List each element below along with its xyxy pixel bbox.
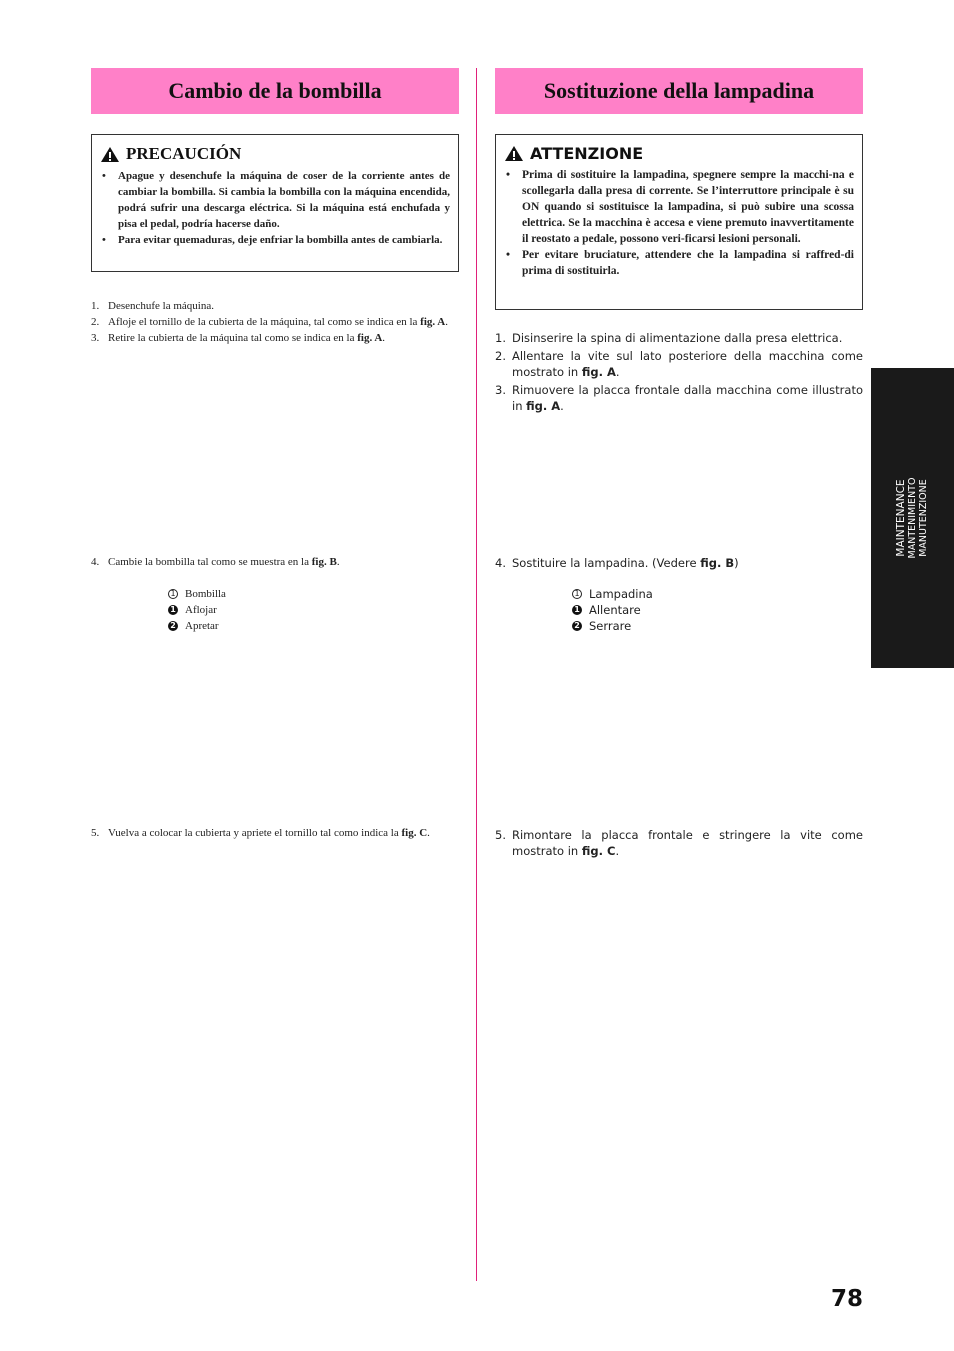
figure-ref: fig. C — [581, 844, 616, 858]
legend-label: Aflojar — [185, 604, 217, 616]
step-list-b — [495, 555, 863, 571]
step-text: Disinserire la spina di alimentazione dalla presa elettrica. — [512, 331, 843, 345]
parts-legend — [572, 586, 653, 634]
step-number: 1. — [91, 300, 100, 312]
step-text: Rimontare la placca frontale e stringere la vite come mostrato in — [512, 828, 863, 858]
step-text-end: . — [336, 556, 340, 568]
step-list-a — [91, 298, 459, 346]
legend-label: Apretar — [185, 620, 219, 632]
legend-item — [168, 618, 226, 634]
filled-circled-number-icon: 2 — [572, 621, 582, 631]
filled-circled-number-icon: 1 — [168, 605, 178, 615]
filled-circled-number-icon: 1 — [572, 605, 582, 615]
legend-label: Allentare — [589, 603, 641, 617]
parts-legend — [168, 586, 226, 634]
caution-item: • Per evitare bruciature, attendere che la lampadina si raffred-di prima di sostituirla. — [504, 247, 854, 279]
caution-box — [495, 134, 863, 310]
step-number: 1. — [495, 331, 506, 345]
step-item — [91, 298, 459, 314]
step-text: Afloje el tornillo de la cubierta de la máquina, tal como se indica en la — [108, 316, 421, 328]
chapter-label-it: MANUTENZIONE — [918, 479, 929, 557]
figure-ref: fig. C — [401, 827, 428, 839]
step-list-a — [495, 330, 863, 414]
chapter-label — [895, 478, 929, 559]
caution-heading-text: PRECAUCIÓN — [126, 144, 242, 163]
step-number: 2. — [91, 316, 100, 328]
step-item — [495, 827, 863, 859]
step-number: 5. — [91, 827, 100, 839]
step-text: Vuelva a colocar la cubierta y apriete el tornillo tal como indica la — [108, 827, 402, 839]
caution-item: • Prima di sostituire la lampadina, spegnere sempre la macchi-na e scollegarla dalla presa di corrente. Se l’interruttore principale è su ON quando si sostituisce la lampadina, si può subire una scossa elettrica. Se la macchina è accesa e viene premuto inavvertitamente il reostato a pedale, possono veri-ficarsi lesioni personali. — [504, 167, 854, 247]
legend-item — [168, 602, 226, 618]
figure-ref: fig. A — [420, 316, 446, 328]
step-number: 3. — [91, 332, 100, 344]
step-list-c — [495, 827, 863, 859]
step-item — [91, 554, 459, 570]
figure-ref: fig. A — [357, 332, 383, 344]
step-item — [91, 330, 459, 346]
step-text-end: . — [427, 827, 430, 839]
chapter-label-es: MANTENIMIENTO — [907, 477, 918, 559]
figure-ref: fig. B — [311, 556, 337, 568]
page-number: 78 — [830, 1286, 863, 1312]
step-list-c — [91, 825, 459, 841]
step-item — [495, 348, 863, 380]
step-item — [495, 555, 863, 571]
caution-item: • Apague y desenchufe la máquina de coser de la corriente antes de cambiar la bombilla. Si cambia la bombilla con la máquina encendida, podrá sufrir una descarga eléctrica. Si la máquina está enchufada y pisa el pedal, podría hacerse daño. — [100, 168, 450, 232]
caution-box — [91, 134, 459, 272]
chapter-side-tab — [871, 368, 954, 668]
step-number: 4. — [495, 556, 506, 570]
legend-item — [572, 586, 653, 602]
legend-item — [168, 586, 226, 602]
step-item — [91, 314, 459, 330]
chapter-label-en: MAINTENANCE — [895, 479, 907, 557]
step-text: Sostituire la lampadina. (Vedere — [512, 556, 701, 570]
caution-list — [100, 168, 450, 248]
caution-heading — [100, 144, 450, 164]
figure-ref: fig. B — [700, 556, 735, 570]
column-divider — [476, 68, 477, 1281]
step-text-end: . — [615, 365, 620, 379]
circled-number-icon: 1 — [168, 589, 178, 599]
step-text-end: . — [560, 399, 564, 413]
step-text: Rimuovere la placca frontale dalla macchina come illustrato in — [512, 383, 863, 413]
legend-label: Bombilla — [185, 588, 226, 600]
step-number: 5. — [495, 828, 506, 842]
step-number: 2. — [495, 349, 506, 363]
step-item — [495, 382, 863, 414]
caution-item: • Para evitar quemaduras, deje enfriar la bombilla antes de cambiarla. — [100, 232, 450, 248]
step-text: Retire la cubierta de la máquina tal como se indica en la — [108, 332, 358, 344]
legend-label: Serrare — [589, 619, 632, 633]
legend-label: Lampadina — [589, 587, 653, 601]
filled-circled-number-icon: 2 — [168, 621, 178, 631]
warning-icon — [504, 145, 524, 162]
legend-item — [572, 602, 653, 618]
step-list-b — [91, 554, 459, 570]
step-number: 3. — [495, 383, 506, 397]
legend-item — [572, 618, 653, 634]
section-title: Sostituzione della lampadina — [495, 68, 863, 114]
caution-heading-text: ATTENZIONE — [530, 144, 644, 163]
step-number: 4. — [91, 556, 100, 568]
step-text: Desenchufe la máquina. — [108, 300, 214, 312]
step-text-end: . — [382, 332, 386, 344]
caution-heading — [504, 144, 854, 163]
italian-column — [495, 68, 863, 858]
step-text-end: . — [615, 844, 620, 858]
spanish-column — [91, 68, 459, 839]
step-text-end: . — [445, 316, 448, 328]
step-text-end: ) — [734, 556, 739, 570]
caution-list — [504, 167, 854, 279]
circled-number-icon: 1 — [572, 589, 582, 599]
step-item — [495, 330, 863, 346]
section-title: Cambio de la bombilla — [91, 68, 459, 114]
step-text: Cambie la bombilla tal como se muestra en la — [108, 556, 312, 568]
step-item — [91, 825, 459, 841]
step-text: Allentare la vite sul lato posteriore della macchina come mostrato in — [512, 349, 863, 379]
warning-icon — [100, 146, 120, 163]
figure-ref: fig. A — [581, 365, 616, 379]
figure-ref: fig. A — [526, 399, 561, 413]
